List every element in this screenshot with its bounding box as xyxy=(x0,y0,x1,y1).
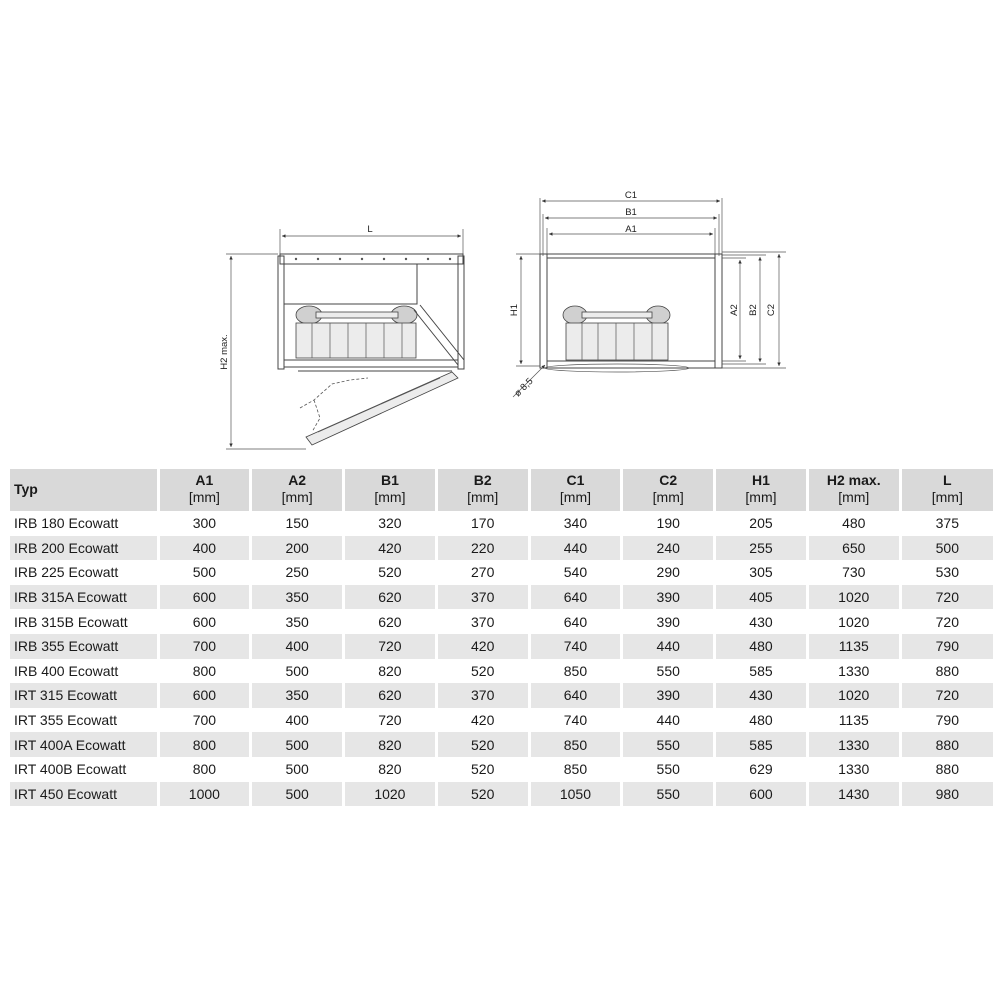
cell-value: 640 xyxy=(529,683,622,708)
cell-value: 1020 xyxy=(807,683,900,708)
column-header-c1: C1 [mm] xyxy=(529,469,622,511)
cell-type: IRT 450 Ecowatt xyxy=(10,782,158,807)
cell-value: 720 xyxy=(900,585,993,610)
front-view xyxy=(509,190,786,399)
table-row xyxy=(10,634,993,659)
cell-value: 1020 xyxy=(807,585,900,610)
cell-value: 170 xyxy=(436,511,529,536)
cell-value: 150 xyxy=(251,511,344,536)
cell-value: 520 xyxy=(436,659,529,684)
hole-diameter-label: ø 8,5 xyxy=(512,376,536,400)
cell-value: 520 xyxy=(344,560,437,585)
cell-type: IRB 225 Ecowatt xyxy=(14,564,119,581)
cell-value: 420 xyxy=(344,536,437,561)
cell-value: 850 xyxy=(529,659,622,684)
cell-value: 600 xyxy=(158,585,251,610)
cell-value: 540 xyxy=(529,560,622,585)
cell-value: 370 xyxy=(436,609,529,634)
cell-value: 550 xyxy=(622,732,715,757)
column-header-c2: C2 [mm] xyxy=(622,469,715,511)
cell-value: 340 xyxy=(529,511,622,536)
cell-type: IRB 315A Ecowatt xyxy=(10,585,158,610)
cell-value: 390 xyxy=(622,683,715,708)
cell-value: 200 xyxy=(251,536,344,561)
dim-label-b1: B1 xyxy=(625,207,637,218)
cell-value: 850 xyxy=(529,757,622,782)
cell-value: 520 xyxy=(436,757,529,782)
cell-value: 720 xyxy=(900,683,993,708)
cell-value: 550 xyxy=(622,659,715,684)
cell-type: IRT 400B Ecowatt xyxy=(14,761,127,778)
cell-value: 550 xyxy=(622,782,715,807)
cell-value: 550 xyxy=(622,757,715,782)
cell-value: 1050 xyxy=(529,782,622,807)
table-row xyxy=(10,560,993,585)
cell-value: 790 xyxy=(900,634,993,659)
table-row xyxy=(10,782,993,807)
column-header-b1: B1 [mm] xyxy=(344,469,437,511)
cell-value: 400 xyxy=(251,634,344,659)
cell-type: IRB 355 Ecowatt xyxy=(10,634,158,659)
cell-value: 820 xyxy=(344,757,437,782)
cell-value: 370 xyxy=(436,683,529,708)
column-header-a1: A1 [mm] xyxy=(158,469,251,511)
dim-label-b2: B2 xyxy=(748,304,759,316)
cell-value: 1330 xyxy=(807,757,900,782)
dim-label-a1: A1 xyxy=(625,224,637,235)
dim-label-l: L xyxy=(367,224,373,235)
cell-value: 1135 xyxy=(807,708,900,733)
cell-value: 1020 xyxy=(807,609,900,634)
table-row xyxy=(10,732,993,757)
cell-type: IRT 400A Ecowatt xyxy=(10,732,158,757)
cell-value: 220 xyxy=(436,536,529,561)
cell-type: IRB 200 Ecowatt xyxy=(10,536,158,561)
cell-value: 300 xyxy=(158,511,251,536)
cell-value: 350 xyxy=(251,683,344,708)
dim-label-c1: C1 xyxy=(624,190,638,201)
table-row xyxy=(10,536,993,561)
column-header-b2: B2 [mm] xyxy=(436,469,529,511)
cell-value: 305 xyxy=(715,560,808,585)
cell-type: IRB 180 Ecowatt xyxy=(14,515,119,532)
cell-value: 980 xyxy=(900,782,993,807)
cell-value: 600 xyxy=(715,782,808,807)
cell-value: 720 xyxy=(900,609,993,634)
cell-value: 240 xyxy=(622,536,715,561)
cell-value: 640 xyxy=(529,585,622,610)
cell-value: 800 xyxy=(158,732,251,757)
dim-label-c2: C2 xyxy=(766,303,777,317)
cell-value: 880 xyxy=(900,757,993,782)
cell-value: 500 xyxy=(251,659,344,684)
cell-value: 800 xyxy=(158,659,251,684)
cell-value: 720 xyxy=(344,708,437,733)
cell-type: IRB 315B Ecowatt xyxy=(14,613,128,630)
cell-value: 730 xyxy=(807,560,900,585)
cell-value: 629 xyxy=(715,757,808,782)
cell-type: IRT 355 Ecowatt xyxy=(14,712,117,729)
cell-value: 700 xyxy=(158,634,251,659)
cell-value: 1430 xyxy=(807,782,900,807)
cell-value: 205 xyxy=(715,511,808,536)
cell-value: 620 xyxy=(344,585,437,610)
dim-label-a2: A2 xyxy=(729,304,740,316)
table-row xyxy=(10,511,993,536)
cell-value: 720 xyxy=(344,634,437,659)
side-view xyxy=(219,224,464,449)
table-row xyxy=(10,585,993,610)
cell-value: 850 xyxy=(529,732,622,757)
cell-value: 880 xyxy=(900,659,993,684)
cell-value: 500 xyxy=(251,782,344,807)
column-header-l: L [mm] xyxy=(900,469,993,511)
cell-value: 350 xyxy=(251,609,344,634)
cell-value: 390 xyxy=(622,609,715,634)
cell-value: 500 xyxy=(251,732,344,757)
cell-value: 790 xyxy=(900,708,993,733)
technical-drawing xyxy=(0,180,1000,470)
cell-value: 390 xyxy=(622,585,715,610)
cell-value: 1330 xyxy=(807,659,900,684)
cell-value: 420 xyxy=(436,634,529,659)
cell-value: 530 xyxy=(900,560,993,585)
column-header-typ: Typ xyxy=(10,469,158,511)
cell-value: 800 xyxy=(158,757,251,782)
dimensions-table xyxy=(10,469,993,806)
cell-value: 880 xyxy=(900,732,993,757)
cell-value: 250 xyxy=(251,560,344,585)
cell-value: 585 xyxy=(715,732,808,757)
cell-value: 640 xyxy=(529,609,622,634)
cell-value: 480 xyxy=(715,708,808,733)
cell-value: 430 xyxy=(715,609,808,634)
cell-type: IRT 315 Ecowatt xyxy=(10,683,158,708)
cell-value: 620 xyxy=(344,609,437,634)
cell-value: 500 xyxy=(251,757,344,782)
column-header-h2-max: H2 max. [mm] xyxy=(807,469,900,511)
cell-value: 520 xyxy=(436,732,529,757)
cell-value: 820 xyxy=(344,659,437,684)
cell-value: 500 xyxy=(158,560,251,585)
cell-value: 400 xyxy=(251,708,344,733)
cell-value: 1020 xyxy=(344,782,437,807)
cell-value: 1330 xyxy=(807,732,900,757)
cell-value: 190 xyxy=(622,511,715,536)
cell-value: 480 xyxy=(807,511,900,536)
cell-value: 350 xyxy=(251,585,344,610)
cell-value: 820 xyxy=(344,732,437,757)
cell-value: 1000 xyxy=(158,782,251,807)
table-row xyxy=(10,659,993,684)
cell-value: 650 xyxy=(807,536,900,561)
cell-value: 520 xyxy=(436,782,529,807)
cell-value: 700 xyxy=(158,708,251,733)
cell-value: 440 xyxy=(622,634,715,659)
column-header-h1: H1 [mm] xyxy=(715,469,808,511)
cell-type: IRB 400 Ecowatt xyxy=(14,662,119,679)
cell-value: 600 xyxy=(158,609,251,634)
cell-value: 440 xyxy=(622,708,715,733)
cell-value: 405 xyxy=(715,585,808,610)
cell-value: 600 xyxy=(158,683,251,708)
cell-value: 740 xyxy=(529,634,622,659)
table-row xyxy=(10,708,993,733)
cell-value: 430 xyxy=(715,683,808,708)
cell-value: 370 xyxy=(436,585,529,610)
table-header-row xyxy=(10,469,993,511)
cell-value: 480 xyxy=(715,634,808,659)
cell-value: 375 xyxy=(900,511,993,536)
table-row xyxy=(10,757,993,782)
column-header-a2: A2 [mm] xyxy=(251,469,344,511)
cell-value: 740 xyxy=(529,708,622,733)
cell-value: 500 xyxy=(900,536,993,561)
cell-value: 400 xyxy=(158,536,251,561)
dim-label-h1: H1 xyxy=(509,303,520,317)
cell-value: 440 xyxy=(529,536,622,561)
table-row xyxy=(10,683,993,708)
cell-value: 620 xyxy=(344,683,437,708)
table-row xyxy=(10,609,993,634)
dim-label-h2: H2 max. xyxy=(219,334,230,370)
cell-value: 255 xyxy=(715,536,808,561)
cell-value: 290 xyxy=(622,560,715,585)
cell-value: 585 xyxy=(715,659,808,684)
cell-value: 320 xyxy=(344,511,437,536)
cell-value: 420 xyxy=(436,708,529,733)
cell-value: 1135 xyxy=(807,634,900,659)
cell-value: 270 xyxy=(436,560,529,585)
